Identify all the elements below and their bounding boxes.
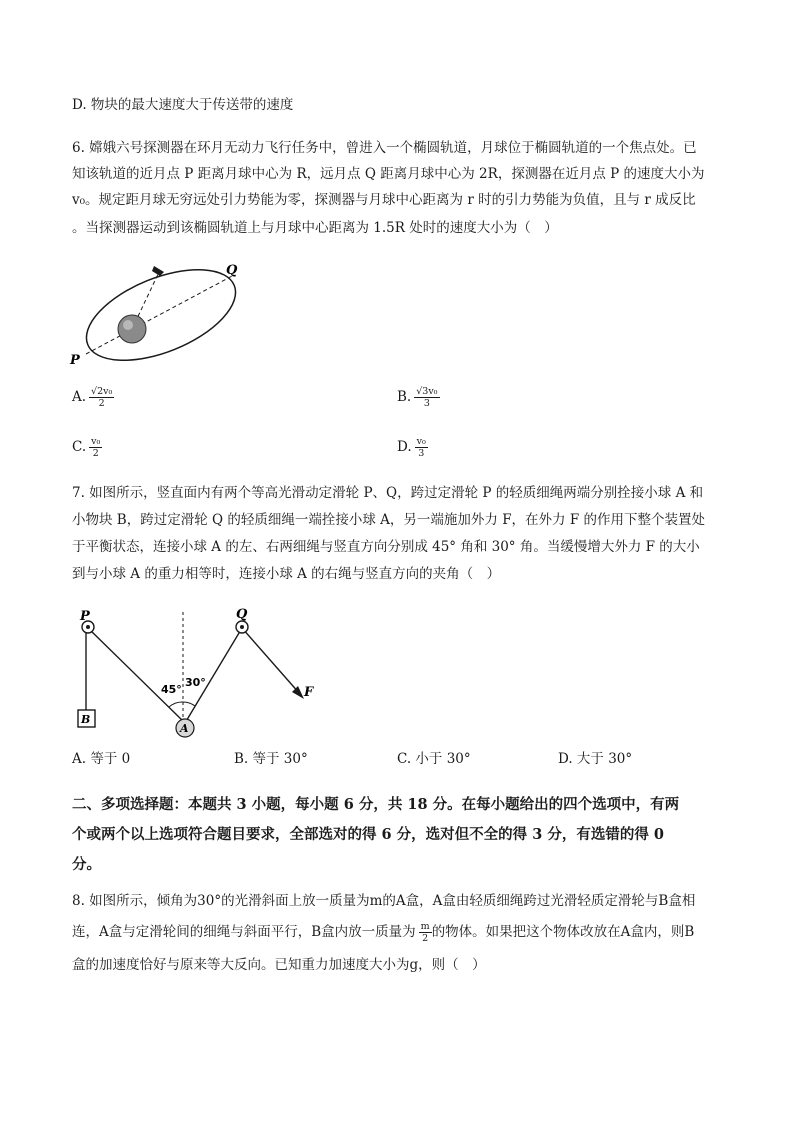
q6-option-b-num: √3v₀: [416, 386, 438, 397]
q6-option-b-label: B.: [397, 389, 412, 405]
q8-frac-den: 2: [422, 933, 429, 944]
q6-option-c[interactable]: [72, 436, 102, 459]
q6-option-d-frac: [415, 436, 428, 459]
q6-option-c-label: C.: [72, 439, 87, 455]
q7-label-a: A: [180, 722, 189, 735]
q6-option-d-den: 3: [418, 448, 425, 459]
section2-heading-line-2: 个或两个以上选项符合题目要求，全部选对的得 6 分，选对但不全的得 3 分，有选错的得 0: [72, 826, 665, 843]
q8-text-line-3: 盒的加速度恰好与原来等大反向。已知重力加速度大小为g，则（ ）: [72, 957, 486, 973]
q6-option-c-num: v₀: [91, 436, 101, 447]
q6-option-c-frac: [89, 436, 102, 459]
q6-option-a[interactable]: [72, 386, 114, 409]
q8-text-line-1: 8. 如图所示，倾角为30°的光滑斜面上放一质量为m的A盒，A盒由轻质细绳跨过光滑轻质定滑轮与B盒相: [72, 893, 696, 909]
angle-right-arc: [183, 702, 195, 706]
q6-option-c-den: 2: [92, 448, 99, 459]
q7-option-a[interactable]: A. 等于 0: [72, 751, 131, 767]
q6-text-line-1: 6. 嫦娥六号探测器在环月无动力飞行任务中，曾进入一个椭圆轨道，月球位于椭圆轨道的一个焦点处。已: [72, 140, 697, 156]
q6-option-a-num: √2v₀: [91, 386, 113, 397]
q6-option-b-frac: [414, 386, 439, 409]
q6-option-d-label: D.: [397, 439, 412, 455]
q6-label-q: Q: [226, 263, 238, 278]
q6-option-b-den: 3: [423, 398, 430, 409]
q7-pulley-figure: [66, 602, 326, 742]
left-rope: [88, 628, 185, 723]
pulley-p-axle: [86, 625, 90, 629]
q8-frac-num: m: [420, 921, 430, 932]
q7-option-c[interactable]: C. 小于 30°: [397, 751, 471, 767]
q8-text-line-2-post: 的物体。如果把这个物体改放在A盒内，则B: [431, 924, 695, 940]
section2-heading-line-1: 二、多项选择题：本题共 3 小题，每小题 6 分，共 18 分。在每小题给出的四个选项中，有两: [72, 796, 680, 813]
q8-mass-fraction: [419, 921, 432, 944]
q7-option-d[interactable]: D. 大于 30°: [558, 751, 633, 767]
q7-label-p: P: [80, 609, 90, 624]
section2-heading-line-3: 分。: [72, 856, 101, 873]
q6-option-a-frac: [89, 386, 114, 409]
pulley-q-axle: [240, 625, 244, 629]
q7-label-f: F: [304, 685, 314, 700]
q8-text-line-2-pre: 连，A盒与定滑轮间的细绳与斜面平行，B盒内放一质量为: [72, 924, 416, 940]
major-axis-line: [86, 275, 234, 354]
q6-text-line-4: 。当探测器运动到该椭圆轨道上与月球中心距离为 1.5R 处时的速度大小为（ ）: [72, 220, 558, 236]
probe-icon: [152, 266, 164, 276]
q6-text-line-2: 知该轨道的近月点 P 距离月球中心为 R，远月点 Q 距离月球中心为 2R，探测器在近月点 P 的速度大小为: [72, 166, 705, 182]
q6-option-a-den: 2: [98, 398, 105, 409]
q7-label-q: Q: [236, 607, 248, 622]
q6-option-a-label: A.: [72, 389, 87, 405]
angle-left-arc: [169, 702, 183, 707]
moon-icon: [118, 315, 146, 343]
q7-text-line-1: 7. 如图所示，竖直面内有两个等高光滑动定滑轮 P、Q，跨过定滑轮 P 的轻质细绳两端分别拴接小球 A 和: [72, 485, 704, 501]
q6-option-d-num: v₀: [416, 436, 426, 447]
q5-option-d: D. 物块的最大速度大于传送带的速度: [72, 97, 294, 113]
q6-option-d[interactable]: [397, 436, 428, 459]
q6-label-p: P: [70, 353, 80, 368]
q6-orbit-figure: [60, 258, 260, 370]
q7-label-b: B: [81, 713, 91, 726]
force-rope: [242, 628, 300, 694]
q7-label-angle-45: 45°: [161, 683, 182, 696]
q6-option-b[interactable]: [397, 386, 440, 409]
q6-text-line-3: v₀。规定距月球无穷远处引力势能为零，探测器与月球中心距离为 r 时的引力势能为负值，且与 r 成反比: [72, 192, 696, 208]
q7-text-line-2: 小物块 B，跨过定滑轮 Q 的轻质细绳一端拴接小球 A，另一端施加外力 F，在外力 F 的作用下整个装置处: [72, 512, 706, 528]
q7-text-line-3: 于平衡状态，连接小球 A 的左、右两细绳与竖直方向分别成 45° 角和 30° 角。当缓慢增大外力 F 的大小: [72, 539, 700, 555]
q8-text-line-2: [72, 921, 694, 944]
q7-option-b[interactable]: B. 等于 30°: [234, 751, 308, 767]
moon-highlight: [123, 320, 133, 330]
q7-text-line-4: 到与小球 A 的重力相等时，连接小球 A 的右绳与竖直方向的夹角（ ）: [72, 566, 501, 582]
q7-label-angle-30: 30°: [185, 676, 206, 689]
